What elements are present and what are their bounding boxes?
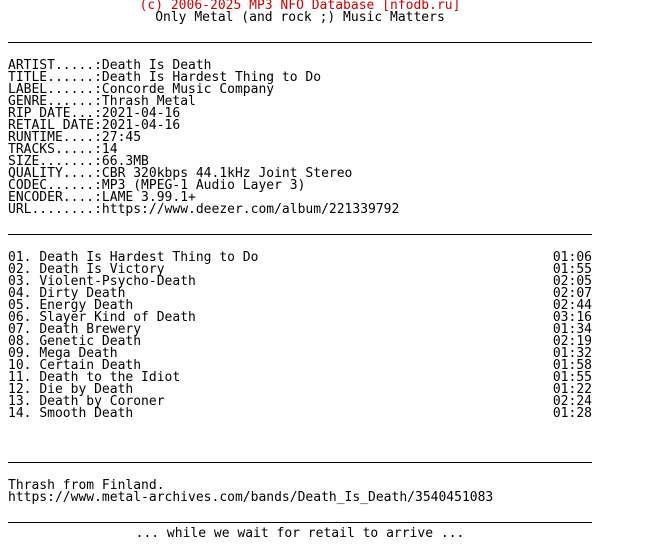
track-title: Violent-Psycho-Death <box>39 274 196 289</box>
track-duration: 01:06 <box>552 250 592 265</box>
info-label: TITLE......: <box>8 70 102 85</box>
track-duration: 02:07 <box>552 286 592 301</box>
track-number: 07. <box>8 322 32 337</box>
track-number: 05. <box>8 298 32 313</box>
divider-tracks <box>8 456 592 468</box>
copyright-header: (c) 2006-2025 MP3 NFO Database [nfodb.ru] <box>139 0 461 13</box>
track-duration: 02:05 <box>552 274 592 289</box>
info-value: 14 <box>101 142 118 157</box>
track-number: 14. <box>8 406 32 421</box>
info-label: LABEL......: <box>8 82 102 97</box>
info-value: https://www.deezer.com/album/221339792 <box>101 202 400 217</box>
info-label: QUALITY....: <box>8 166 102 181</box>
info-row <box>8 204 592 216</box>
track-title: Mega Death <box>39 346 118 361</box>
tracklist <box>8 252 592 420</box>
track-title: Energy Death <box>39 298 134 313</box>
track-duration: 01:34 <box>552 322 592 337</box>
info-value: Concorde Music Company <box>101 82 275 97</box>
track-row <box>8 408 592 420</box>
track-number: 12. <box>8 382 32 397</box>
track-duration: 02:44 <box>552 298 592 313</box>
track-title: Certain Death <box>39 358 142 373</box>
track-number: 08. <box>8 334 32 349</box>
info-label: TRACKS.....: <box>8 142 102 157</box>
info-value: 66.3MB <box>101 154 149 169</box>
spacer <box>8 432 592 444</box>
info-value: Death Is Hardest Thing to Do <box>101 70 322 85</box>
nfo-document <box>8 0 592 540</box>
info-label: ENCODER....: <box>8 190 102 205</box>
track-number: 13. <box>8 394 32 409</box>
info-label: CODEC......: <box>8 178 102 193</box>
divider-top <box>8 36 592 48</box>
info-value: CBR 320kbps 44.1kHz Joint Stereo <box>101 166 353 181</box>
footer-text: ... while we wait for retail to arrive ... <box>135 526 465 541</box>
track-title: Dirty Death <box>39 286 126 301</box>
spacer <box>8 444 592 456</box>
info-value: 2021-04-16 <box>101 106 181 121</box>
track-number: 04. <box>8 286 32 301</box>
info-label: RIP DATE...: <box>8 106 102 121</box>
info-label: GENRE......: <box>8 94 102 109</box>
info-label: URL........: <box>8 202 102 217</box>
track-duration: 01:22 <box>552 382 592 397</box>
spacer <box>8 24 592 36</box>
track-duration: 01:28 <box>552 406 592 421</box>
divider-bottom <box>8 516 592 528</box>
track-number: 11. <box>8 370 32 385</box>
track-title: Death to the Idiot <box>39 370 181 385</box>
info-label: RUNTIME....: <box>8 130 102 145</box>
notes-url: https://www.metal-archives.com/bands/Death_Is_Death/3540451083 <box>8 490 494 505</box>
track-duration: 03:16 <box>552 310 592 325</box>
track-title: Genetic Death <box>39 334 142 349</box>
info-value: LAME 3.99.1+ <box>101 190 196 205</box>
tagline: Only Metal (and rock ;) Music Matters <box>155 10 445 25</box>
info-label: RETAIL DATE: <box>8 118 102 133</box>
track-number: 06. <box>8 310 32 325</box>
spacer <box>8 420 592 432</box>
info-value: Death Is Death <box>101 58 212 73</box>
track-duration: 01:58 <box>552 358 592 373</box>
track-duration: 01:32 <box>552 346 592 361</box>
track-number: 02. <box>8 262 32 277</box>
spacer <box>8 216 592 228</box>
track-title: Die by Death <box>39 382 134 397</box>
info-value: Thrash Metal <box>101 94 196 109</box>
info-label: ARTIST.....: <box>8 58 102 73</box>
track-title: Death Is Hardest Thing to Do <box>39 250 259 265</box>
notes-genre: Thrash from Finland. <box>8 478 165 493</box>
track-title: Death by Coroner <box>39 394 165 409</box>
spacer <box>8 504 592 516</box>
divider-info <box>8 228 592 240</box>
release-info <box>8 60 592 216</box>
track-number: 01. <box>8 250 32 265</box>
track-left <box>8 408 133 420</box>
info-value: MP3 (MPEG-1 Audio Layer 3) <box>101 178 306 193</box>
track-number: 03. <box>8 274 32 289</box>
track-duration: 02:19 <box>552 334 592 349</box>
track-duration: 02:24 <box>552 394 592 409</box>
track-duration: 01:55 <box>552 370 592 385</box>
info-value: 2021-04-16 <box>101 118 181 133</box>
track-title: Slayer Kind of Death <box>39 310 196 325</box>
track-title: Death Brewery <box>39 322 142 337</box>
info-value: 27:45 <box>101 130 142 145</box>
track-number: 09. <box>8 346 32 361</box>
track-number: 10. <box>8 358 32 373</box>
track-duration: 01:55 <box>552 262 592 277</box>
track-title: Smooth Death <box>39 406 134 421</box>
info-label: SIZE.......: <box>8 154 102 169</box>
track-title: Death Is Victory <box>39 262 165 277</box>
